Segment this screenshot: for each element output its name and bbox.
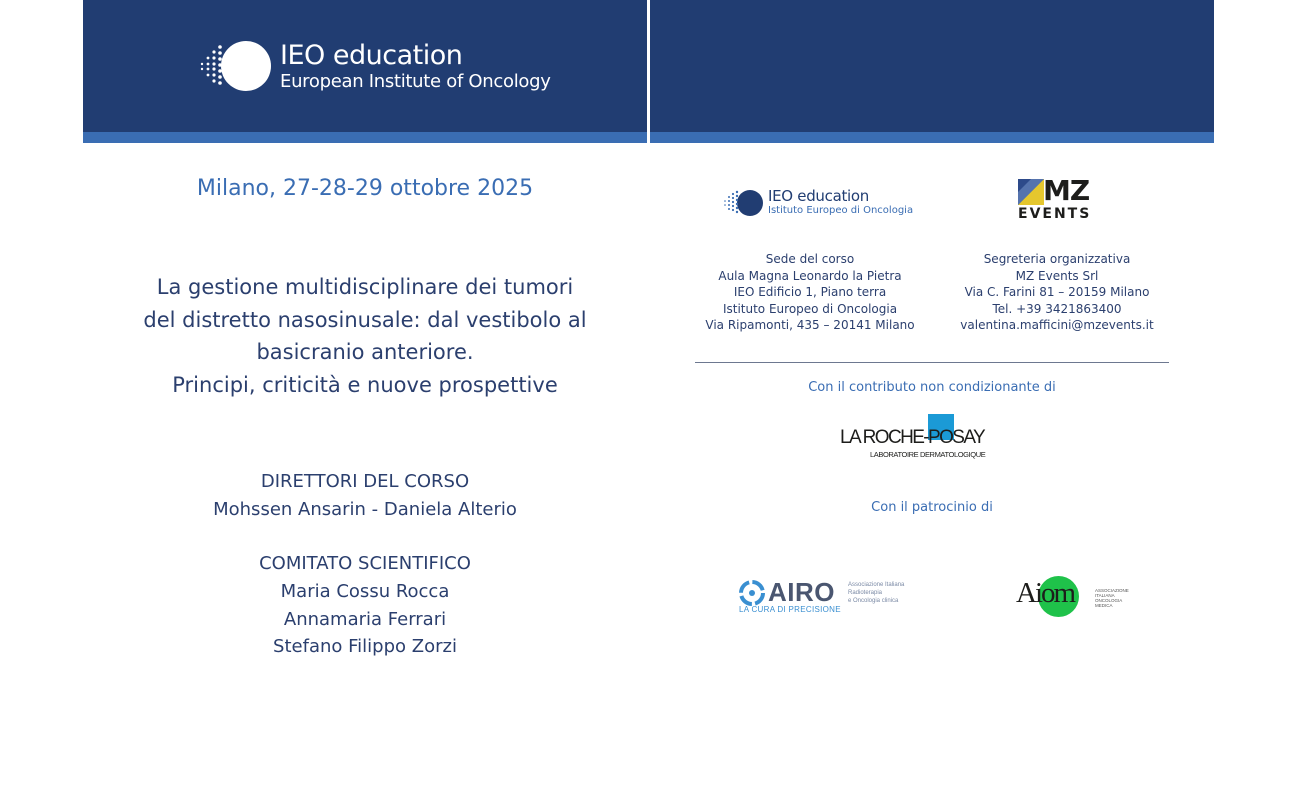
directors-names: Mohssen Ansarin - Daniela Alterio	[213, 499, 517, 520]
venue-line: Via Ripamonti, 435 – 20141 Milano	[705, 318, 915, 332]
aiom-description-line: MEDICA	[1095, 603, 1113, 608]
venue-line: IEO Edificio 1, Piano terra	[733, 285, 887, 299]
sponsor-subtitle: LABORATOIRE DERMATOLOGIQUE	[870, 450, 986, 459]
aiom-description	[1095, 588, 1129, 608]
secretariat-line: Via C. Farini 81 – 20159 Milano	[964, 285, 1150, 299]
ieo-dots-icon	[722, 186, 764, 220]
airo-description	[848, 581, 904, 605]
header-stripe	[650, 132, 1214, 143]
aiom-description-line: ITALIANA	[1095, 593, 1115, 598]
ieo-education-logo	[198, 38, 551, 96]
title-line: La gestione multidisciplinare dei tumori	[156, 275, 574, 299]
aiom-description-line: ASSOCIAZIONE	[1095, 588, 1129, 593]
title-line: del distretto nasosinusale: dal vestibolo al	[143, 307, 587, 332]
airo-name: AIRO	[768, 577, 835, 607]
committee-heading: COMITATO SCIENTIFICO	[259, 553, 471, 574]
venue-info	[690, 251, 930, 334]
ieo-dots-icon	[198, 38, 272, 94]
secretariat-line: MZ Events Srl	[1015, 268, 1099, 283]
committee-member: Stefano Filippo Zorzi	[273, 636, 457, 657]
small-logo-subtitle: Istituto Europeo di Oncologia	[768, 205, 914, 216]
mz-square-icon	[1018, 179, 1044, 205]
ieo-education-small-logo	[722, 186, 912, 220]
airo-description-line: Radioterapia	[848, 590, 883, 596]
committee-member: Maria Cossu Rocca	[280, 581, 450, 602]
la-roche-posay-logo	[840, 414, 1026, 462]
header-band	[650, 0, 1214, 132]
event-date: Milano, 27-28-29 ottobre 2025	[196, 176, 534, 201]
airo-emblem-icon	[739, 580, 765, 606]
title-line: Principi, criticità e nuove prospettive	[172, 372, 558, 397]
aiom-description-line: ONCOLOGIA	[1095, 598, 1123, 603]
secretariat-info	[947, 251, 1167, 334]
header-stripe	[83, 132, 647, 143]
logo-title: IEO education	[280, 40, 463, 71]
contribution-note: Con il contributo non condizionante di	[808, 380, 1056, 395]
secretariat-line: Tel. +39 3421863400	[992, 301, 1122, 316]
course-title	[83, 271, 647, 401]
patronage-note: Con il patrocinio di	[871, 500, 993, 515]
logo-subtitle: European Institute of Oncology	[280, 71, 551, 92]
committee-member: Annamaria Ferrari	[283, 608, 447, 630]
secretariat-line: Segreteria organizzativa	[983, 252, 1131, 266]
mz-logo-sub: EVENTS	[1018, 206, 1092, 222]
airo-description-line: Associazione Italiana	[848, 582, 905, 588]
aiom-name: Aiom	[1016, 577, 1075, 609]
directors-heading: DIRETTORI DEL CORSO	[260, 471, 470, 492]
airo-description-line: e Oncologia clinica	[848, 598, 899, 604]
divider	[695, 362, 1169, 363]
sponsor-name: LA ROCHE-POSAY	[840, 427, 985, 448]
brochure-cover-page	[83, 0, 647, 800]
mz-logo-name: MZ	[1043, 174, 1090, 207]
aiom-logo	[1016, 574, 1136, 620]
venue-line: Aula Magna Leonardo la Pietra	[718, 268, 902, 283]
secretariat-email[interactable]: valentina.mafficini@mzevents.it	[960, 318, 1154, 332]
brochure-info-page	[650, 0, 1214, 800]
airo-tagline: LA CURA DI PRECISIONE	[739, 605, 841, 614]
title-line: basicranio anteriore.	[256, 340, 474, 364]
venue-line: Istituto Europeo di Oncologia	[722, 301, 898, 316]
small-logo-title: IEO education	[768, 187, 870, 205]
mz-events-logo	[1016, 174, 1100, 226]
airo-logo	[738, 578, 918, 618]
venue-line: Sede del corso	[765, 252, 855, 266]
